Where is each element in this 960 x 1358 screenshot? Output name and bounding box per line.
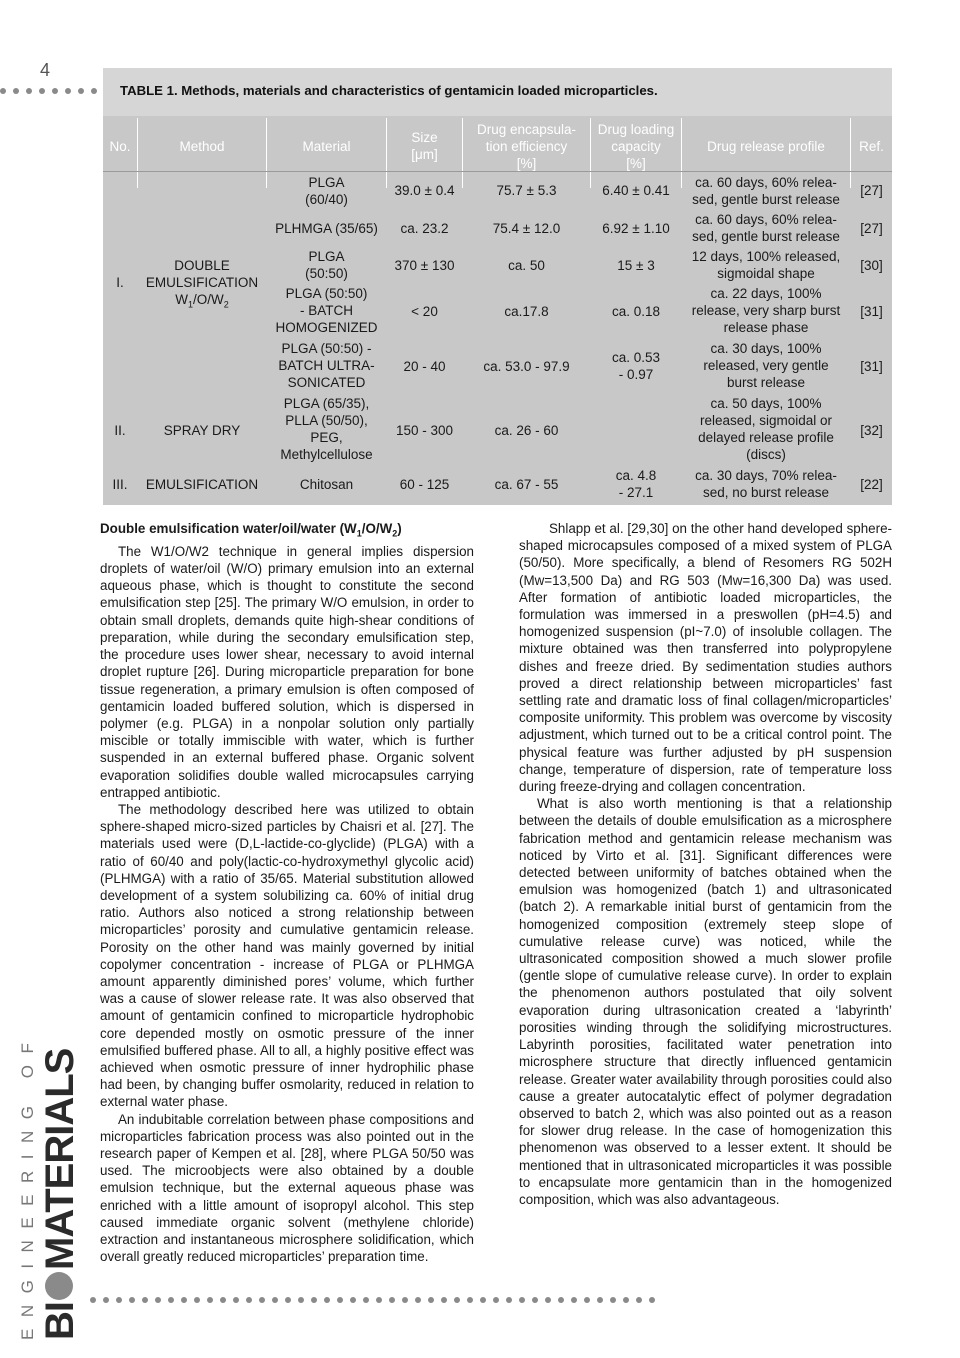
group-no: II. [114,423,126,438]
journal-brand [18,1032,83,1340]
cell-release: ca. 60 days, 60% relea- sed, gentle burst release [692,212,840,244]
cell-ref: [22] [860,477,883,492]
header-material: Material [302,139,351,154]
paragraph: An indubitable correlation between phase compositions and microparticles fabrication process was also pointed out in the research paper of Kempen et al. [28], where PLGA 50/50 was used. The microobjects were also obtained by a double emulsion technique, but the external aqueous phase was enriched with a little amount of isopropyl alcohol. This step caused immediate organic solvent (methylene chloride) extraction and instantaneous microsphere solidification, which overall greatly reduced microparticles’ preparation time. [100,1111,474,1265]
cell-efficiency: ca.17.8 [504,304,549,319]
cell-efficiency: ca. 50 [508,258,545,273]
header-release: Drug release profile [707,139,825,154]
cell-loading: ca. 4.8 - 27.1 [615,468,657,500]
paragraph: Shlapp et al. [29,30] on the other hand developed sphere-shaped microcapsules composed of a mixed system of PLGA (50/50). More specifically, a blend of Resomers RG 502H (Mw=13,500 Da) and RG 503 (Mw=16,300 Da) was used. After formation of antibiotic loaded microparticles, the formulation was immersed in a preswollen (pH=4.5) and homogenized suspension (pI~7.0) of insoluble collagen. The mixture obtained was then transferred into polypropylene dishes and freeze dried. By sedimentation studies authors proved a direct relationship between microparticles’ fast settling rate and dramatic loss of final collagen/microparticles’ composite uniformity. This problem was overcome by viscosity adjustment, which turned out to be a critical control point. The physical feature was further adjusted by pH suspension change, temperature of dispersion, rate of temperature loss during freeze-drying and collagen concentration. [519,521,892,795]
cell-ref: [32] [860,423,883,438]
cell-ref: [27] [860,221,883,236]
table-1 [103,68,892,505]
top-dot-leader [0,88,97,94]
cell-ref: [30] [860,258,883,273]
cell-efficiency: ca. 26 - 60 [494,423,559,438]
cell-efficiency: 75.7 ± 5.3 [496,183,557,198]
table-caption: TABLE 1. Methods, materials and characteristics of gentamicin loaded microparticles. [120,83,658,98]
cell-size: 60 - 125 [399,477,450,492]
cell-efficiency: ca. 67 - 55 [494,477,559,492]
cell-material: Chitosan [299,477,354,492]
section-heading: Double emulsification water/oil/water $(W_1/O/W_2)$ [100,521,402,539]
cell-material: PLGA (50:50) - BATCH HOMOGENIZED [275,286,378,335]
cell-efficiency: ca. 53.0 - 97.9 [483,359,570,374]
bottom-dot-leader [90,1297,655,1303]
cell-size: < 20 [411,304,438,319]
header-encapsulation: Drug encapsula- tion efficiency [%] [476,122,577,171]
cell-release: ca. 50 days, 100% released, sigmoidal or delayed release profile (discs) [698,396,834,462]
cell-size: 39.0 ± 0.4 [394,183,455,198]
header-no: No. [109,139,131,154]
brand-logo: BIMATERIALS [38,1048,82,1340]
cell-material: PLGA (65/35), PLLA (50/50), PEG, Methylcellulose [280,396,373,462]
header-size: Size [μm] [411,130,438,162]
cell-ref: [27] [860,183,883,198]
cell-loading: 6.92 ± 1.10 [602,221,670,236]
cell-release: ca. 30 days, 100% released, very gentle burst release [703,341,829,390]
cell-size: ca. 23.2 [400,221,449,236]
cell-size: 370 ± 130 [394,258,455,273]
header-ref: Ref. [859,139,884,154]
page-number: 4 [40,60,51,80]
cell-material: PLGA (60/40) [305,175,348,207]
group-method: SPRAY DRY [163,423,241,438]
header-method: Method [179,139,225,154]
cell-release: ca. 30 days, 70% relea- sed, no burst release [695,468,837,500]
group-method: DOUBLE EMULSIFICATION $W_1/O/W_2$ [145,258,259,310]
cell-size: 20 - 40 [403,359,446,374]
header-loading: Drug loading capacity [%] [597,122,675,171]
paragraph: What is also worth mentioning is that a relationship between the details of double emulsification as a microsphere fabrication method and gentamicin release mechanism was noticed by Virto et al. [31]. Significant differences were detected between uniformity of batches obtained when the emulsion was homogenized (batch 1) and ultrasonicated (batch 2). A remarkable initial burst of gentamicin from the homogenized composition (extremely steep slope of cumulative release curve) was noticed, while the ultrasonicated composition showed a much slower profile (gentle slope of cumulative release curve). In order to explain the phenomenon authors postulated that oily solvent evaporation during ultrasonication created a ‘labyrinth’ porosities winding through the solidifying microstructures. Labyrinth porosities, facilitated water penetration into microsphere structure that directly influenced gentamicin release. Greater water availability through porosities could also cause a greater autocatalytic effect of polymer degradation observed to batch 2, which was also pointed out as a reason for slower drug release. In the case of homogenization this phenomenon was observed to a lesser extent. It should be mentioned that in ultrasonicated microparticles it was possible to encapsulate more gentamicin than in the homogenized composition, which was also advantageous. [519,796,892,1207]
cell-release: ca. 60 days, 60% relea- sed, gentle burst release [692,175,840,207]
cell-material: PLGA (50:50) [305,249,348,281]
table-caption-bar [103,68,892,116]
group-no: I. [116,275,124,290]
cell-size: 150 - 300 [395,423,454,438]
brand-top-text: ENGINEERING OF [18,1031,37,1340]
cell-loading: 15 ± 3 [617,258,655,273]
cell-efficiency: 75.4 ± 12.0 [492,221,561,236]
left-column [100,520,474,1265]
cell-release: ca. 22 days, 100% release, very sharp burst release phase [691,286,841,335]
cell-loading: ca. 0.18 [611,304,661,319]
cell-ref: [31] [860,304,883,319]
group-method: EMULSIFICATION [145,477,259,492]
header-rule [103,171,892,172]
cell-material: PLHMGA (35/65) [275,221,378,236]
brand-o-icon [45,1272,73,1300]
cell-release: 12 days, 100% released, sigmoidal shape [691,249,841,281]
cell-material: PLGA (50:50) - BATCH ULTRA- SONICATED [278,341,375,390]
cell-loading: 6.40 ± 0.41 [602,183,670,198]
right-column [519,520,892,1208]
cell-loading: ca. 0.53 - 0.97 [611,350,661,382]
group-no: III. [112,477,128,492]
paragraph: The methodology described here was utilized to obtain sphere-shaped micro-sized particles by Chaisri et al. [27]. The materials used were (D,L-lactide-co-glyclide) (PLGA) with a ratio of 60/40 and poly(lactic-co-hydroxymethyl glycolic acid) (PLHMGA) with a ratio of 35/65. Material substitution allowed development of a system solubilizing ca. 60% of initial drug ratio. Authors also noticed a strong relationship between microparticles’ porosity and cumulative gentamicin release. Porosity on the other hand was mainly governed by initial copolymer concentration - increase of PLGA or PLHMGA amount apparently diminished pores’ volume, which further was a cause of slower release rate. It was also observed that amount of gentamicin confined to microparticle hydrophobic core depended mostly on osmotic pressure of the inner emulsified buffered phase. All to all, a highly positive effect was achieved when osmotic pressure of inner hydrophilic phase had been, by changing buffer osmolarity, reduced in relation to external water phase. [100,801,474,1110]
cell-ref: [31] [860,359,883,374]
paragraph: The W1/O/W2 technique in general implies dispersion droplets of water/oil (W/O) primary emulsion into an external aqueous phase, which is thought to constitute the second emulsification step [25]. The primary W/O emulsion, in order to obtain small droplets, demands quite high-shear conditions of preparation, while during the secondary emulsification step, the procedure uses lower shear, necessary to avoid internal droplet rupture [26]. During microparticle preparation for bone tissue regeneration, a primary emulsion is often composed of gentamicin loaded buffered solution, which is dispersed in polymer (e.g. PLGA) in a nonpolar solution only partially miscible or totally immiscible with water, which is further suspended in an external buffered phase. Organic solvent evaporation solidifies double walled microcapsules carrying entrapped antibiotic. [100,543,474,800]
